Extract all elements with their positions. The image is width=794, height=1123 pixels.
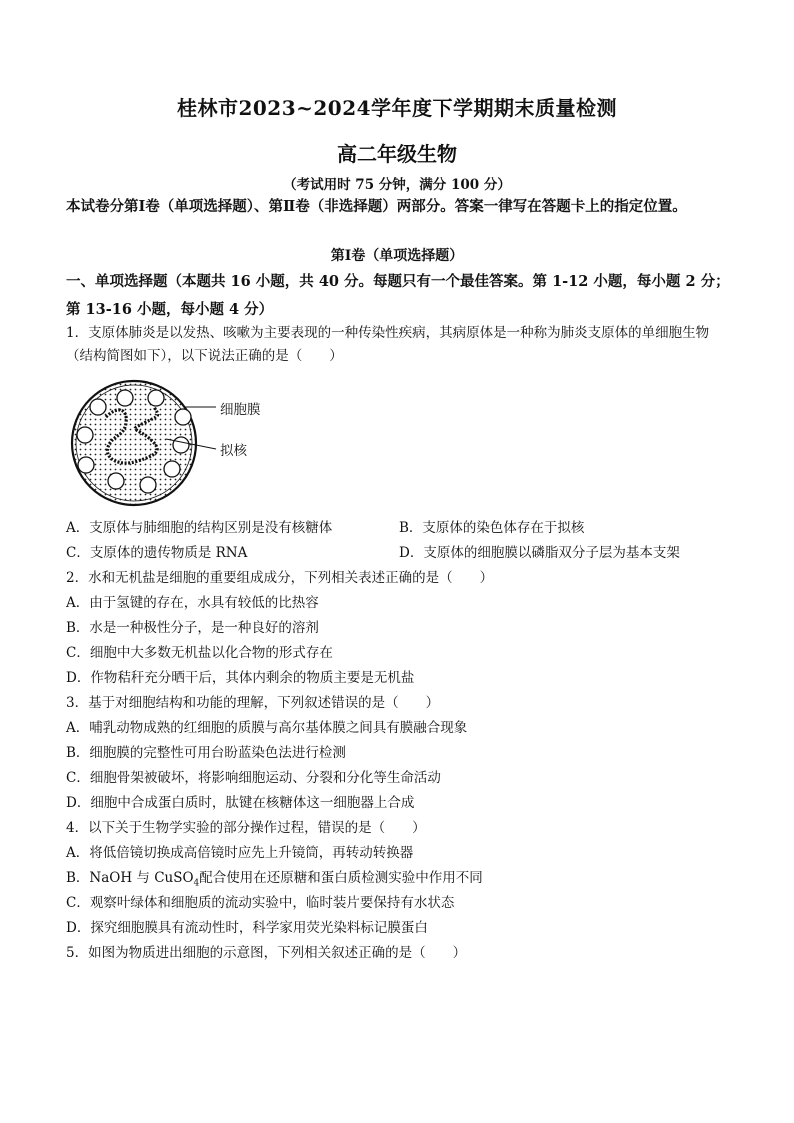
exam-intro: 本试卷分第Ⅰ卷（单项选择题）、第Ⅱ卷（非选择题）两部分。答案一律写在答题卡上的指定位置。	[66, 198, 687, 215]
label-nucleoid: 拟核	[220, 443, 247, 459]
q1-option-d: D．支原体的细胞膜以磷脂双分子层为基本支架	[399, 545, 680, 561]
q3-option-d: D．细胞中合成蛋白质时，肽键在核糖体这一细胞器上合成	[66, 795, 415, 811]
q4-option-b-sub: 4	[193, 878, 200, 889]
q1-stem-line1: 1．支原体肺炎是以发热、咳嗽为主要表现的一种传染性疾病，其病原体是一种称为肺炎支原体的单细胞生物	[66, 325, 710, 341]
q1-stem-line2: （结构简图如下），以下说法正确的是（ ）	[66, 348, 343, 364]
q2-option-c: C．细胞中大多数无机盐以化合物的形式存在	[66, 645, 333, 661]
exam-time-note: （考试用时 75 分钟，满分 100 分）	[283, 177, 511, 193]
exam-subject: 高二年级生物	[337, 142, 457, 166]
q1-option-row1	[66, 518, 736, 538]
q1-option-c: C．支原体的遗传物质是 RNA	[66, 545, 248, 561]
q3-option-c: C．细胞骨架被破坏，将影响细胞运动、分裂和分化等生命活动	[66, 770, 441, 786]
q1-option-b: B．支原体的染色体存在于拟核	[399, 520, 585, 536]
q2-option-b: B．水是一种极性分子，是一种良好的溶剂	[66, 620, 319, 636]
q1-option-a: A．支原体与肺细胞的结构区别是没有核糖体	[66, 520, 333, 536]
q3-option-b: B．细胞膜的完整性可用台盼蓝染色法进行检测	[66, 745, 346, 761]
exam-title: 桂林市2023~2024学年度下学期期末质量检测	[176, 96, 618, 120]
q2-stem: 2．水和无机盐是细胞的重要组成成分，下列相关表述正确的是（ ）	[66, 570, 494, 586]
q4-stem: 4．以下关于生物学实验的部分操作过程，错误的是（ ）	[66, 820, 426, 836]
q4-option-c: C．观察叶绿体和细胞质的流动实验中，临时装片要保持有水状态	[66, 895, 455, 911]
label-cell-membrane: 细胞膜	[220, 402, 261, 418]
q3-stem: 3．基于对细胞结构和功能的理解，下列叙述错误的是（ ）	[66, 695, 440, 711]
q4-option-a: A．将低倍镜切换成高倍镜时应先上升镜筒，再转动转换器	[66, 845, 414, 861]
q5-stem: 5．如图为物质进出细胞的示意图，下列相关叙述正确的是（ ）	[66, 945, 467, 961]
section-title: 第Ⅰ卷（单项选择题）	[330, 248, 464, 264]
q1-option-row2	[66, 543, 736, 563]
q4-option-b-pre: B．NaOH 与 CuSO	[66, 870, 194, 886]
q2-option-a: A．由于氢键的存在，水具有较低的比热容	[66, 595, 319, 611]
part-heading: 一、单项选择题（本题共 16 小题，共 40 分。每题只有一个最佳答案。第 1-12 小题，每小题 2 分；第 13-16 小题，每小题 4 分）	[66, 273, 730, 318]
q3-option-a: A．哺乳动物成熟的红细胞的质膜与高尔基体膜之间具有膜融合现象	[66, 720, 468, 736]
q4-option-b-post: 配合使用在还原糖和蛋白质检测实验中作用不同	[199, 870, 483, 886]
q4-option-d: D．探究细胞膜具有流动性时，科学家用荧光染料标记膜蛋白	[66, 920, 428, 936]
q4-option-b	[66, 868, 736, 894]
q2-option-d: D．作物秸秆充分晒干后，其体内剩余的物质主要是无机盐	[66, 670, 415, 686]
mycoplasma-figure	[68, 377, 268, 509]
